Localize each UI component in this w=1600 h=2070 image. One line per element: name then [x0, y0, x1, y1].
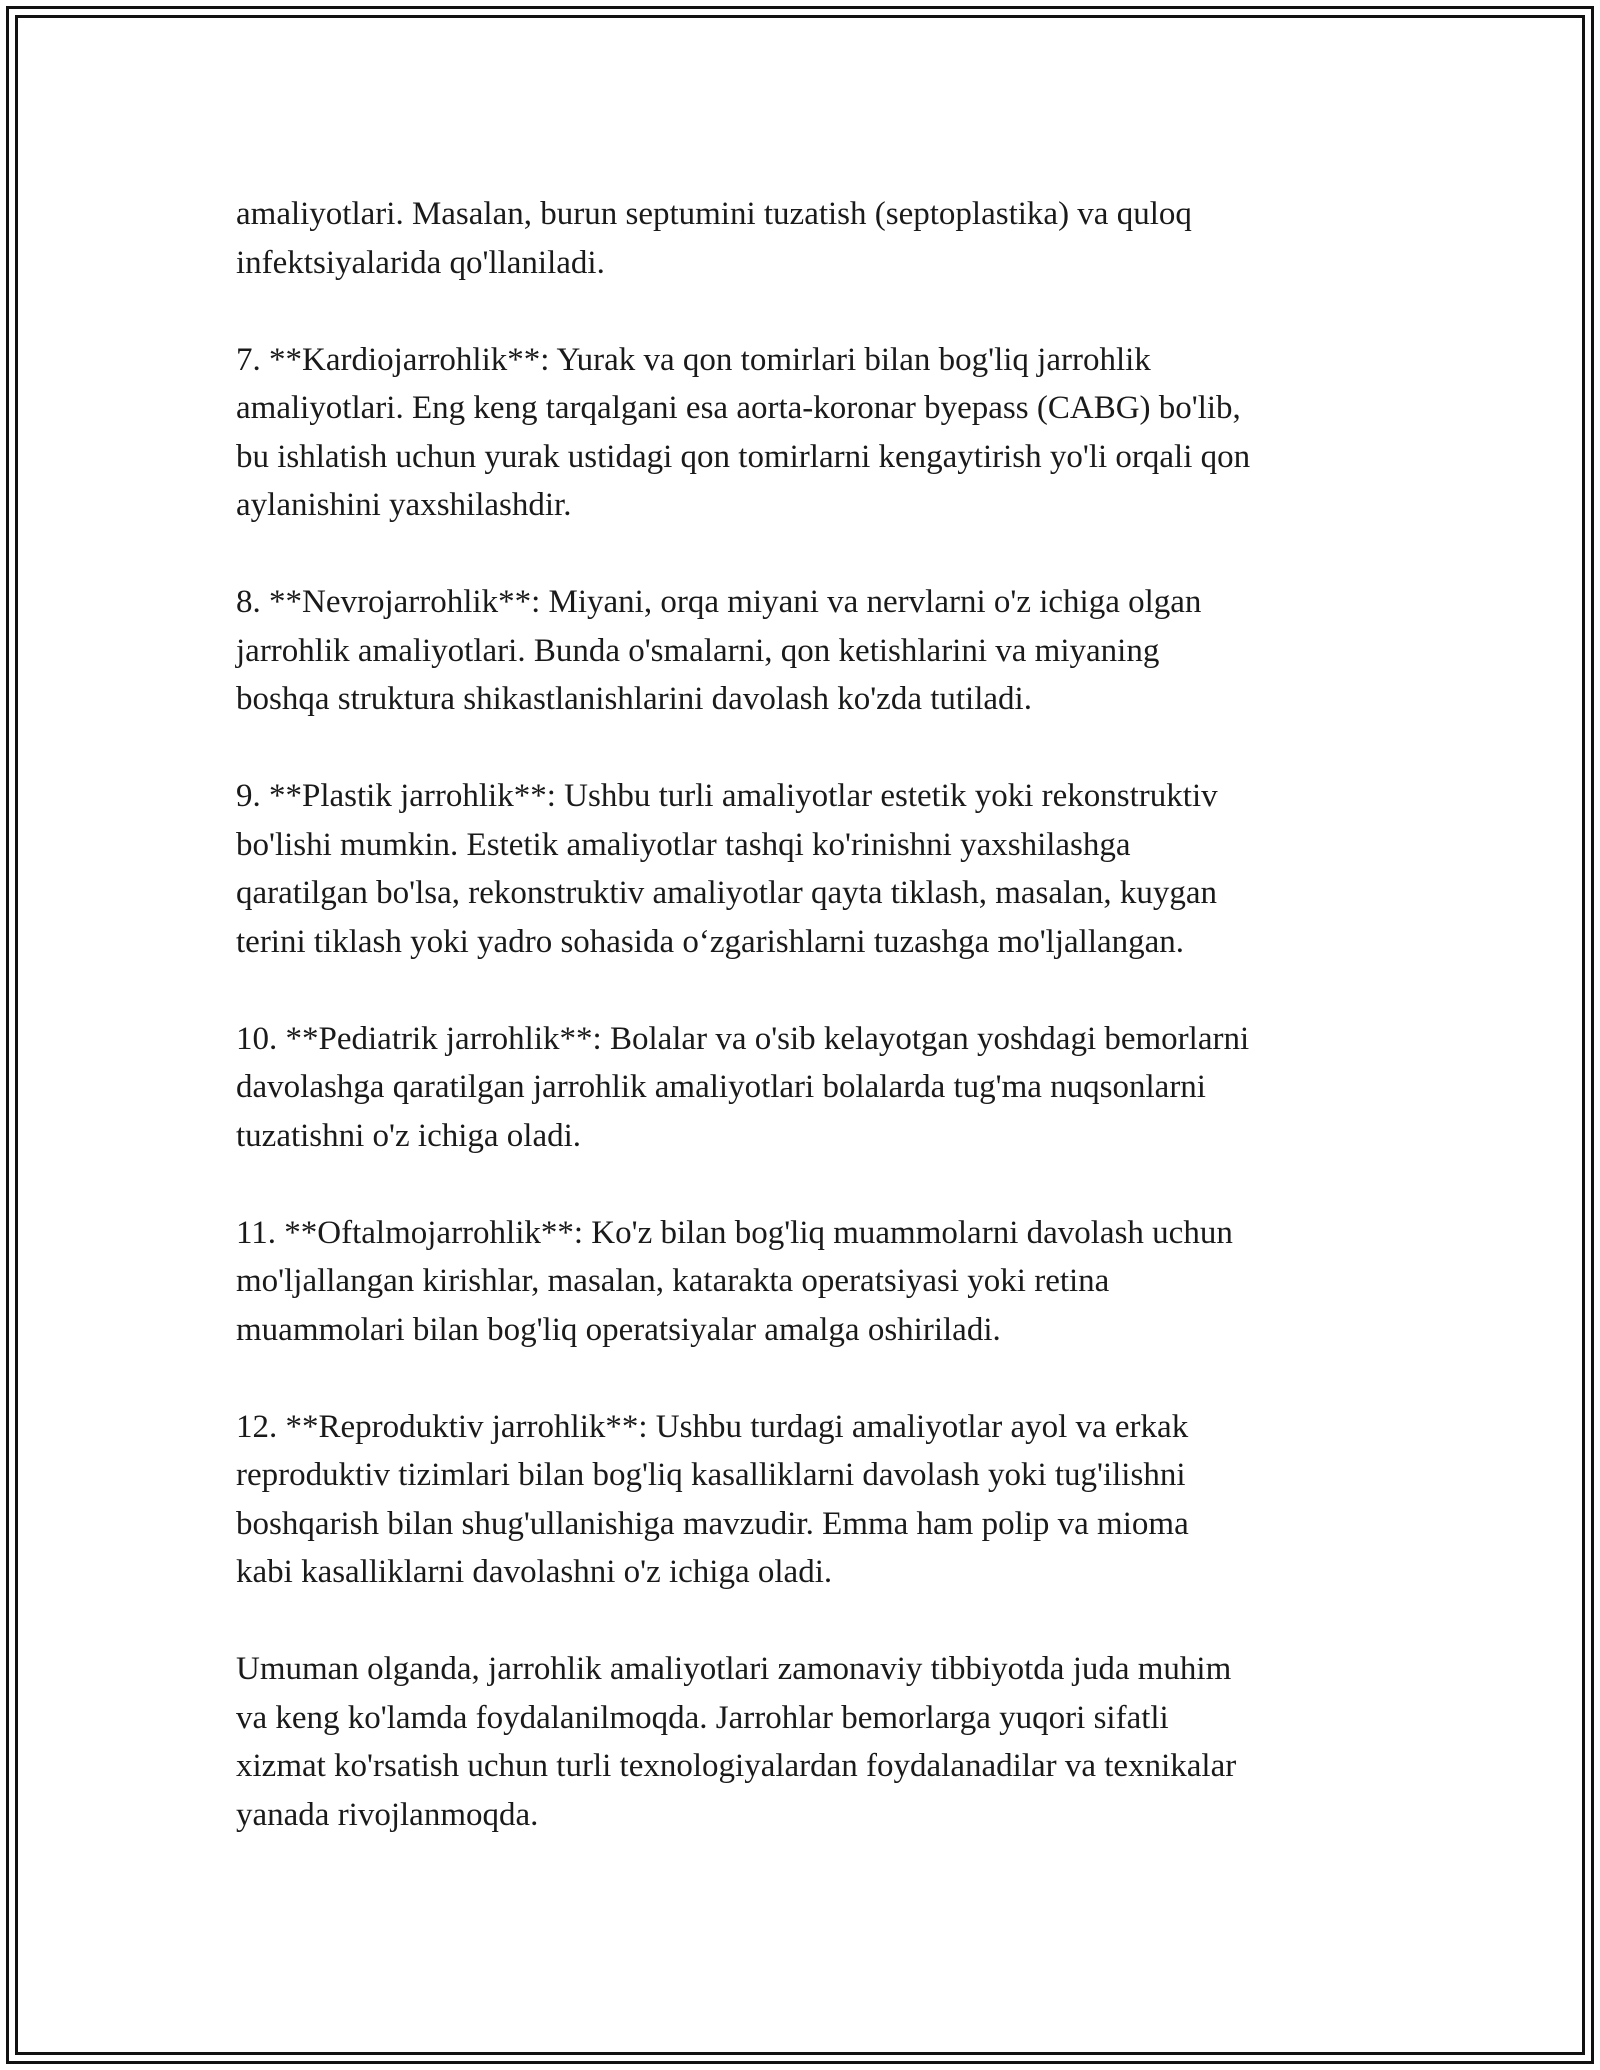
paragraph-neurosurgery: 8. **Nevrojarrohlik**: Miyani, orqa miyani va nervlarni o'z ichiga olgan jarrohlik amaliyotlari. Bunda o'smalarni, qon ketishlarini va miyaning boshqa struktura shikastlanishlarini davolash ko'zda tutiladi. [236, 584, 1202, 717]
paragraph-conclusion: Umuman olganda, jarrohlik amaliyotlari zamonaviy tibbiyotda juda muhim va keng ko'lamda foydalanilmoqda. Jarrohlar bemorlarga yuqori sifatli xizmat ko'rsatish uchun turli texnologiyalardan foydalanadilar va texnikalar yanada rivojlanmoqda. [236, 1651, 1237, 1833]
paragraph-pediatric-surgery: 10. **Pediatrik jarrohlik**: Bolalar va o'sib kelayotgan yoshdagi bemorlarni davolashga qaratilgan jarrohlik amaliyotlari bolalarda tug'ma nuqsonlarni tuzatishni o'z ichiga oladi. [236, 1020, 1250, 1154]
paragraph-ophthalmic-surgery: 11. **Oftalmojarrohlik**: Ko'z bilan bog'liq muammolarni davolash uchun mo'ljallangan kirishlar, masalan, katarakta operatsiyasi yoki retina muammolari bilan bog'liq operatsiyalar amalga oshiriladi. [236, 1214, 1233, 1348]
paragraph-plastic-surgery: 9. **Plastik jarrohlik**: Ushbu turli amaliyotlar estetik yoki rekonstruktiv bo'lishi mumkin. Estetik amaliyotlar tashqi ko'rinishni yaxshilashga qaratilgan bo'lsa, rekonstruktiv amaliyotlar qayta tiklash, masalan, kuygan terini tiklash yoki yadro sohasida o‘zgarishlarni tuzashga mo'ljallangan. [236, 778, 1218, 960]
document-body [236, 190, 1386, 1888]
paragraph-reproductive-surgery: 12. **Reproduktiv jarrohlik**: Ushbu turdagi amaliyotlar ayol va erkak reproduktiv tizimlari bilan bog'liq kasalliklarni davolash yoki tug'ilishni boshqarish bilan shug'ullanishiga mavzudir. Emma ham polip va mioma kabi kasalliklarni davolashni o'z ichiga oladi. [236, 1408, 1189, 1590]
paragraph-ent-continuation: amaliyotlari. Masalan, burun septumini tuzatish (septoplastika) va quloq infektsiyalarida qo'llaniladi. [236, 196, 1192, 281]
paragraph-cardiac-surgery: 7. **Kardiojarrohlik**: Yurak va qon tomirlari bilan bog'liq jarrohlik amaliyotlari. Eng keng tarqalgani esa aorta-koronar byepass (CABG) bo'lib, bu ishlatish uchun yurak ustidagi qon tomirlarni kengaytirish yo'li orqali qon aylanishini yaxshilashdir. [236, 341, 1251, 523]
